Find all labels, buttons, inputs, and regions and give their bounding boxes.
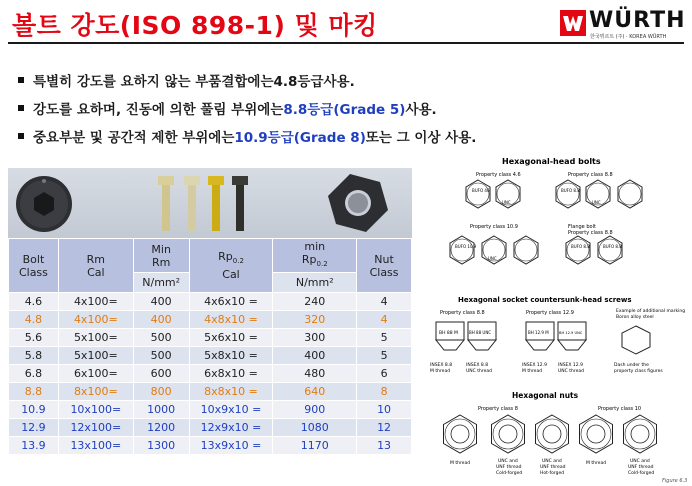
flange-bolt-b-mark: BUFO 8.8 xyxy=(603,244,622,249)
socket-label-5: Dash under the xyxy=(614,363,649,368)
hex-bolt-109-b-icon xyxy=(514,236,538,264)
hex-bolt-unc-label: UNC xyxy=(502,200,511,205)
col-header-rp-cal: $Rp_{0.2}$ Cal xyxy=(189,239,273,293)
table-row xyxy=(9,311,412,329)
marking-diagram xyxy=(418,152,692,486)
table-cell-nut: 12 xyxy=(357,419,412,437)
bullet-text: 중요부분 및 공간적 제한 부위에는 xyxy=(33,130,235,146)
table-cell-rm-cal: 13x100= xyxy=(58,437,133,455)
nut-label-5c: Cold-forged xyxy=(628,471,655,476)
table-cell-cls: 13.9 xyxy=(9,437,59,455)
hex-bolt-109-mark: BUFO 10.9 xyxy=(455,244,477,249)
flange-bolt-label: Flange bolt xyxy=(568,224,596,230)
hex-bolt-46-mark: BUFO 46 xyxy=(472,188,490,193)
hex-bolts-heading: Hexagonal-head bolts xyxy=(502,157,601,166)
bullet-highlight: 10.9등급(Grade 8) xyxy=(234,130,366,146)
socket-pc88: Property class 8.8 xyxy=(440,310,485,316)
wurth-logo-mark-icon xyxy=(560,10,586,36)
table-cell-nut: 10 xyxy=(357,401,412,419)
socket-screws xyxy=(436,322,650,354)
table-cell-rm-cal: 4x100= xyxy=(58,293,133,311)
flange-bolt-b-icon xyxy=(598,236,622,264)
nut-label-1: M thread xyxy=(450,461,471,466)
hex-bolt-109-icon xyxy=(450,236,474,264)
table-cell-nut: 4 xyxy=(357,311,412,329)
nut-8-m-icon xyxy=(444,415,477,453)
table-row xyxy=(9,419,412,437)
socket-pc129: Property class 12.9 xyxy=(526,310,574,316)
socket-boron: Boron alloy steel xyxy=(616,315,654,320)
table-cell-nut: 13 xyxy=(357,437,412,455)
bullet-highlight: 4.8등급 xyxy=(273,74,324,90)
bullet-text-end: 또는 그 이상 사용. xyxy=(365,130,477,146)
unit-min-rp: N/mm² xyxy=(273,273,357,293)
socket-heading: Hexagonal socket countersunk-head screws xyxy=(458,296,632,304)
table-cell-min-rp: 1080 xyxy=(273,419,357,437)
col-header-rm-cal: Rm Cal xyxy=(58,239,133,293)
nut-10-unc-icon xyxy=(624,415,657,453)
socket-label-4: INSEX 12.9 xyxy=(558,363,583,368)
flange-bolt-icon xyxy=(566,236,590,264)
table-cell-rm-cal: 10x100= xyxy=(58,401,133,419)
socket-label-2b: UNC thread xyxy=(466,369,492,374)
figure-caption: Figure 6.3 xyxy=(662,478,688,484)
table-cell-min-rm: 1000 xyxy=(133,401,189,419)
table-cell-rm-cal: 6x100= xyxy=(58,365,133,383)
table-cell-cls: 5.6 xyxy=(9,329,59,347)
wurth-logo xyxy=(560,10,686,40)
nut-label-4: M thread xyxy=(586,461,607,466)
table-row xyxy=(9,401,412,419)
hex-bolt-88-icon xyxy=(556,180,580,208)
nut-label-2b: UNF thread xyxy=(496,465,522,470)
socket-mark-3: BH 12.9 M xyxy=(528,330,549,335)
nut-label-5b: UNF thread xyxy=(628,465,654,470)
table-cell-nut: 5 xyxy=(357,329,412,347)
hex-bolt-88-unc-label: UNC xyxy=(592,200,601,205)
hex-bolt-88-b-icon xyxy=(618,180,642,208)
table-cell-cls: 4.8 xyxy=(9,311,59,329)
table-cell-min-rm: 500 xyxy=(133,347,189,365)
table-cell-rp-cal: 12x9x10 = xyxy=(189,419,273,437)
table-cell-min-rp: 240 xyxy=(273,293,357,311)
nut-label-3a: UNC and xyxy=(542,459,562,464)
nut-8-unc-cold-icon xyxy=(492,415,525,453)
table-cell-rp-cal: 10x9x10 = xyxy=(189,401,273,419)
nut-label-2a: UNC and xyxy=(498,459,518,464)
bolt-photo-strip xyxy=(8,168,412,238)
table-cell-rm-cal: 5x100= xyxy=(58,347,133,365)
bullet-item xyxy=(18,94,476,122)
col-header-bolt-class: Bolt Class xyxy=(9,239,59,293)
table-row xyxy=(9,293,412,311)
table-cell-rm-cal: 5x100= xyxy=(58,329,133,347)
socket-label-2: INSEX 8.8 xyxy=(466,363,489,368)
col-header-min-rp: min $Rp_{0.2}$ xyxy=(273,239,357,273)
bullet-text: 강도를 요하며, 진동에 의한 풀림 부위에는 xyxy=(33,102,284,118)
bullet-item xyxy=(18,66,476,94)
table-row xyxy=(9,329,412,347)
table-cell-cls: 8.8 xyxy=(9,383,59,401)
bullet-square-icon xyxy=(18,77,24,83)
bullet-text: 특별히 강도를 요하지 않는 부품결합에는 xyxy=(33,74,274,90)
hex-bolt-109-unc-label: UNC xyxy=(488,256,497,261)
socket-mark-4: BH 12.9 UNC xyxy=(559,331,583,335)
socket-label-3: INSEX 12.9 xyxy=(522,363,547,368)
socket-label-5b: property class figures xyxy=(614,369,663,374)
table-cell-min-rp: 400 xyxy=(273,347,357,365)
table-cell-min-rm: 400 xyxy=(133,293,189,311)
table-cell-rp-cal: 5x6x10 = xyxy=(189,329,273,347)
hex-bolts-pc46: Property class 4.6 xyxy=(476,172,521,178)
table-cell-min-rp: 300 xyxy=(273,329,357,347)
nut-label-2c: Cold-forged xyxy=(496,471,523,476)
table-row xyxy=(9,347,412,365)
table-cell-rm-cal: 8x100= xyxy=(58,383,133,401)
hex-bolts-pc88: Property class 8.8 xyxy=(568,172,613,178)
table-cell-cls: 6.8 xyxy=(9,365,59,383)
table-cell-min-rp: 900 xyxy=(273,401,357,419)
table-cell-rp-cal: 8x8x10 = xyxy=(189,383,273,401)
table-row xyxy=(9,437,412,455)
table-cell-nut: 4 xyxy=(357,293,412,311)
bullet-square-icon xyxy=(18,105,24,111)
nut-label-5a: UNC and xyxy=(630,459,650,464)
logo-tagline: 한국뷔르트 (주) · KOREA WÜRTH xyxy=(590,34,667,40)
unit-min-rm: N/mm² xyxy=(133,273,189,293)
socket-label-1: INSEX 8.8 xyxy=(430,363,453,368)
table-cell-min-rp: 320 xyxy=(273,311,357,329)
hex-bolts-pc109: Property class 10.9 xyxy=(470,224,518,230)
table-cell-rp-cal: 4x8x10 = xyxy=(189,311,273,329)
nut-label-3b: UNF thread xyxy=(540,465,566,470)
bolt-strength-table xyxy=(8,238,412,455)
hex-bolts-photo-icon xyxy=(158,176,248,231)
table-cell-nut: 5 xyxy=(357,347,412,365)
nut-8-unc-hot-icon xyxy=(536,415,569,453)
socket-head-bolt-photo-icon xyxy=(16,176,72,232)
marking-diagram-svg xyxy=(418,152,692,486)
bullet-highlight: 8.8등급(Grade 5) xyxy=(283,102,406,118)
table-row xyxy=(9,365,412,383)
socket-mark-1: BH 88 M xyxy=(439,331,458,336)
table-cell-min-rp: 1170 xyxy=(273,437,357,455)
logo-wordmark: WÜRTH xyxy=(589,8,686,33)
hex-bolt-46-icon xyxy=(466,180,490,208)
table-cell-min-rm: 800 xyxy=(133,383,189,401)
table-cell-nut: 6 xyxy=(357,365,412,383)
bullet-list xyxy=(18,66,476,150)
table-cell-min-rm: 1300 xyxy=(133,437,189,455)
table-cell-min-rp: 640 xyxy=(273,383,357,401)
col-header-nut-class: Nut Class xyxy=(357,239,412,293)
table-cell-cls: 12.9 xyxy=(9,419,59,437)
table-cell-cls: 4.6 xyxy=(9,293,59,311)
socket-label-3b: M thread xyxy=(522,369,543,374)
nuts-heading: Hexagonal nuts xyxy=(512,391,579,400)
table-cell-cls: 10.9 xyxy=(9,401,59,419)
bullet-text-end: 사용. xyxy=(405,102,437,118)
table-cell-min-rm: 500 xyxy=(133,329,189,347)
table-cell-rm-cal: 4x100= xyxy=(58,311,133,329)
bullet-item xyxy=(18,122,476,150)
table-cell-rp-cal: 6x8x10 = xyxy=(189,365,273,383)
page-title: 볼트 강도(ISO 898-1) 및 마킹 xyxy=(12,11,378,40)
nut-label-3c: Hot-forged xyxy=(540,471,565,476)
socket-label-1b: M thread xyxy=(430,369,451,374)
flange-bolt-pc: Property class 8.8 xyxy=(568,230,613,236)
table-cell-min-rm: 400 xyxy=(133,311,189,329)
table-cell-rp-cal: 5x8x10 = xyxy=(189,347,273,365)
table-cell-cls: 5.8 xyxy=(9,347,59,365)
table-cell-nut: 8 xyxy=(357,383,412,401)
table-row xyxy=(9,383,412,401)
socket-example: Example of additional marking xyxy=(616,309,686,314)
nut-10-m-icon xyxy=(580,415,613,453)
nuts-pc8: Property class 8 xyxy=(478,406,518,412)
table-cell-min-rp: 480 xyxy=(273,365,357,383)
hex-nut-photo-icon xyxy=(328,174,388,232)
bolt-photos xyxy=(8,168,412,238)
table-cell-min-rm: 1200 xyxy=(133,419,189,437)
flange-bolt-mark: BUFO 8.8 xyxy=(571,244,590,249)
title-underline xyxy=(8,42,684,44)
table-cell-rp-cal: 4x6x10 = xyxy=(189,293,273,311)
table-cell-min-rm: 600 xyxy=(133,365,189,383)
col-header-min-rm: Min Rm xyxy=(133,239,189,273)
table-cell-rp-cal: 13x9x10 = xyxy=(189,437,273,455)
bullet-text-end: 사용. xyxy=(323,74,355,90)
socket-label-4b: UNC thread xyxy=(558,369,584,374)
table-body xyxy=(9,293,412,455)
table-cell-rm-cal: 12x100= xyxy=(58,419,133,437)
nuts-pc10: Property class 10 xyxy=(598,406,642,412)
socket-mark-2: BH 88 UNC xyxy=(469,330,492,335)
hex-bolt-88-mark: BUFO 8.8 xyxy=(561,188,580,193)
bullet-square-icon xyxy=(18,133,24,139)
